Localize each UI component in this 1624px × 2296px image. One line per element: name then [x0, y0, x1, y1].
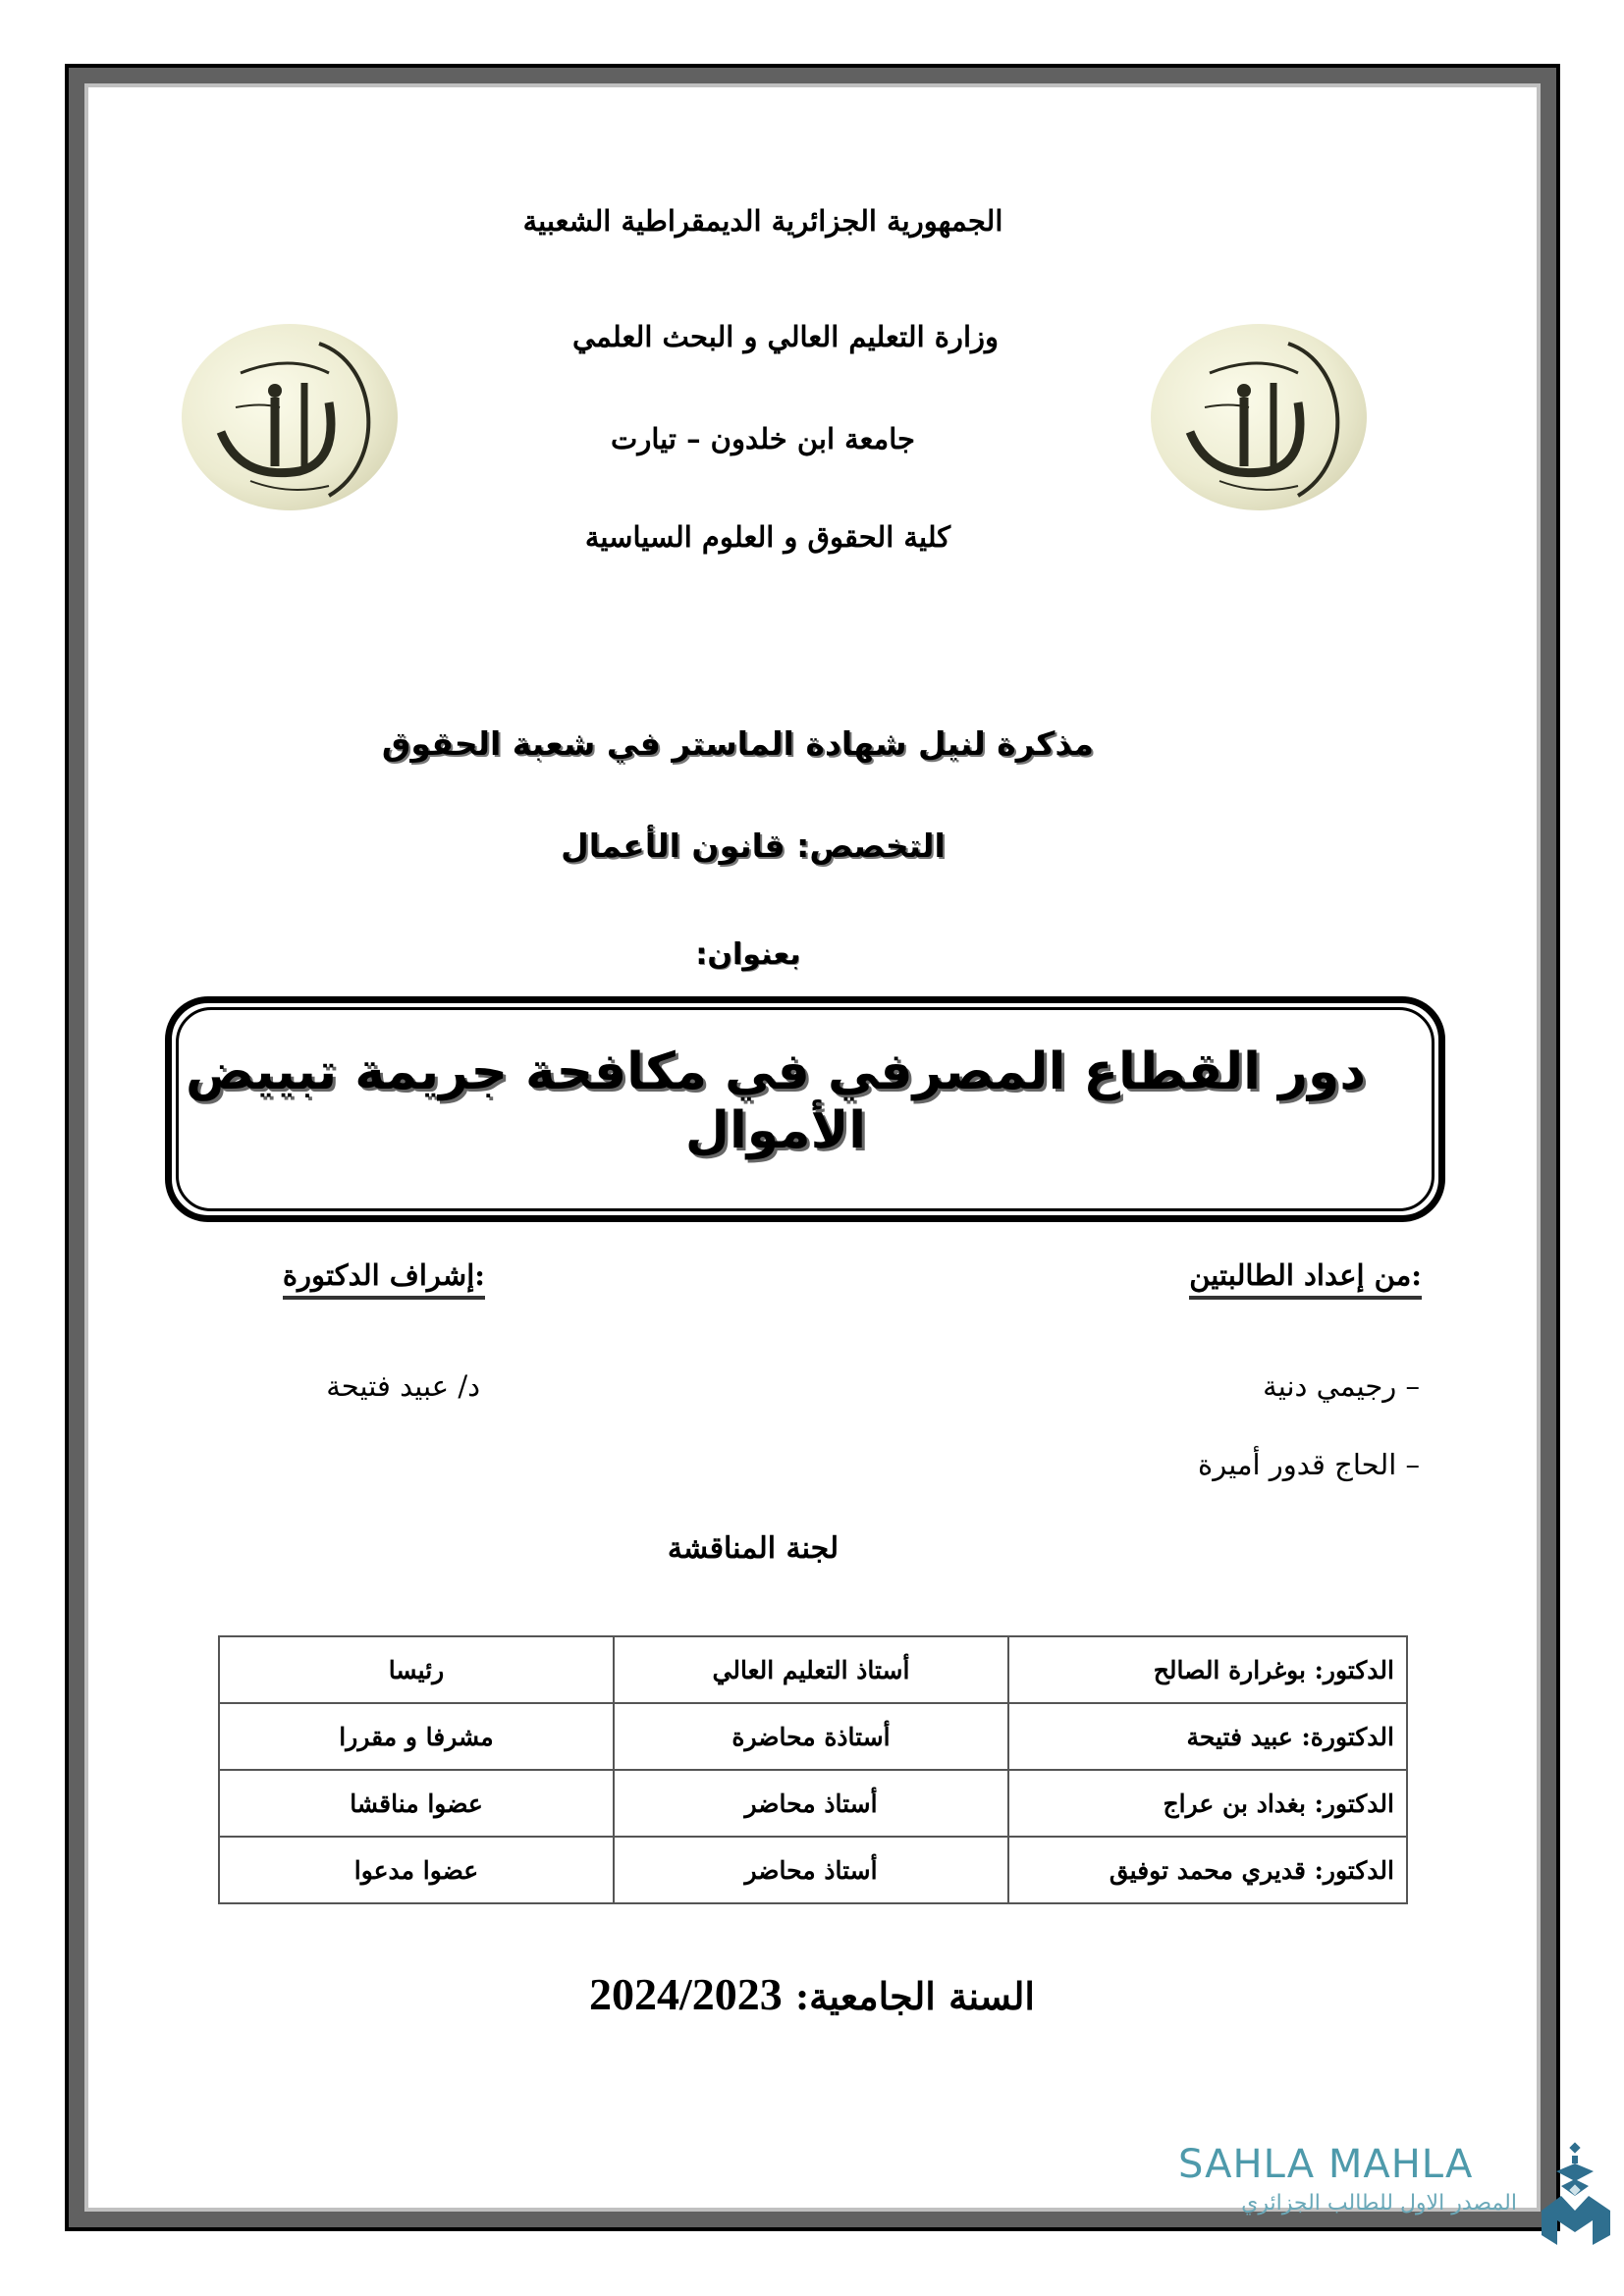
ministry-heading: وزارة التعليم العالي و البحث العلمي: [571, 320, 1000, 353]
supervisor-label: إشراف الدكتورة:: [283, 1258, 485, 1300]
republic-heading: الجمهورية الجزائرية الديمقراطية الشعبية: [522, 204, 1003, 238]
seal-calligraphy-icon: [1151, 324, 1367, 510]
university-heading: جامعة ابن خلدون – تيارت: [611, 422, 915, 455]
table-row: [219, 1703, 1407, 1770]
authors-label: من إعداد الطالبتين:: [1189, 1258, 1422, 1300]
member-name: الدكتور: بغداد بن عراج: [1008, 1770, 1407, 1837]
table-row: [219, 1770, 1407, 1837]
watermark-title: SAHLA MAHLA: [1178, 2142, 1474, 2187]
member-role: مشرفا و مقررا: [219, 1703, 614, 1770]
author-name-2: – الحاج قدور أميرة: [1198, 1448, 1420, 1481]
thesis-title: دور القطاع المصرفي في مكافحة جريمة تبييض الأموال: [185, 1042, 1367, 1160]
university-seal-right: [1151, 324, 1367, 510]
degree-line: مذكرة لنيل شهادة الماستر في شعبة الحقوق: [381, 724, 1094, 763]
watermark-subtitle: المصدر الاول للطالب الجزائري: [1241, 2191, 1517, 2216]
member-name: الدكتور: بوغرارة الصالح: [1008, 1636, 1407, 1703]
title-label: بعنوان:: [695, 937, 801, 972]
member-rank: أستاذة محاضرة: [614, 1703, 1008, 1770]
supervisor-section: [283, 1258, 485, 1292]
member-rank: أستاذ التعليم العالي: [614, 1636, 1008, 1703]
academic-year: [550, 1968, 1074, 2020]
specialty-line: التخصص: قانون الأعمال: [561, 827, 946, 865]
committee-table: [218, 1635, 1408, 1904]
table-row: [219, 1837, 1407, 1903]
supervisor-name: د/ عبيد فتيحة: [326, 1369, 480, 1403]
member-role: عضوا مناقشا: [219, 1770, 614, 1837]
authors-section: [1189, 1258, 1422, 1292]
member-role: رئيسا: [219, 1636, 614, 1703]
sahla-mahla-logo-icon: [1532, 2142, 1620, 2250]
academic-year-label: السنة الجامعية:: [795, 1974, 1035, 2018]
academic-year-value: 2024/2023: [589, 1969, 783, 2019]
member-rank: أستاذ محاضر: [614, 1770, 1008, 1837]
university-seal-left: [182, 324, 398, 510]
member-role: عضوا مدعوا: [219, 1837, 614, 1903]
committee-title: لجنة المناقشة: [667, 1531, 839, 1566]
seal-calligraphy-icon: [182, 324, 398, 510]
author-name-1: – رجيمي دنية: [1263, 1369, 1420, 1403]
faculty-heading: كلية الحقوق و العلوم السياسية: [584, 520, 951, 554]
table-row: [219, 1636, 1407, 1703]
thesis-title-box: [165, 996, 1445, 1222]
member-name: الدكتور: قديري محمد توفيق: [1008, 1837, 1407, 1903]
member-rank: أستاذ محاضر: [614, 1837, 1008, 1903]
member-name: الدكتورة: عبيد فتيحة: [1008, 1703, 1407, 1770]
sahla-mahla-watermark: [1178, 2142, 1624, 2250]
